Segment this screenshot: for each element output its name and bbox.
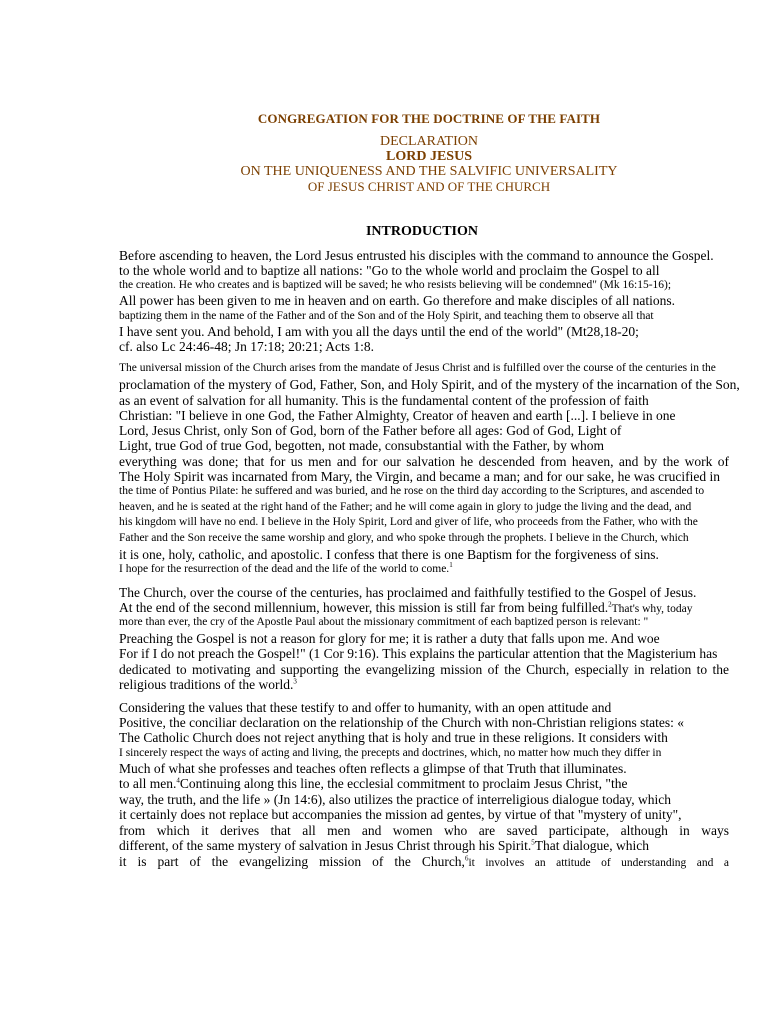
text-line: Lord, Jesus Christ, only Son of God, born of the Father before all ages: God of God, Light of <box>119 423 622 438</box>
text-line: All power has been given to me in heaven and on earth. Go therefore and make disciples of all nations. <box>119 293 675 308</box>
text-line: as an event of salvation for all humanity. This is the fundamental content of the profession of faith <box>119 393 649 408</box>
text-line: to the whole world and to baptize all nations: "Go to the whole world and proclaim the Gospel to all <box>119 263 660 278</box>
text-line: his kingdom will have no end. I believe in the Holy Spirit, Lord and giver of life, who proceeds from the Father, who with the <box>119 516 698 528</box>
text-line: it certainly does not replace but accompanies the mission ad gentes, by virtue of that "mystery of unity", <box>119 807 682 822</box>
text-line: proclamation of the mystery of God, Father, Son, and Holy Spirit, and of the mystery of the incarnation of the Son, <box>119 377 740 392</box>
document-subtitle-2: OF JESUS CHRIST AND OF THE CHURCH <box>307 179 551 194</box>
text-line: to all men.$^4$Continuing along this line, the ecclesial commitment to proclaim Jesus Christ, "the <box>119 776 628 791</box>
text-line: everything was done; that for us men and for our salvation he descended from heaven, and by the work of <box>119 454 729 469</box>
document-title: LORD JESUS <box>386 149 472 164</box>
document-subtitle-1: ON THE UNIQUENESS AND THE SALVIFIC UNIVERSALITY <box>240 164 618 179</box>
text-line: way, the truth, and the life » (Jn 14:6), also utilizes the practice of interreligious dialogue today, which <box>119 792 671 807</box>
text-line: the creation. He who creates and is baptized will be saved; he who resists believing will be condemned" (Mk 16:15-16); <box>119 279 672 291</box>
footnote-ref[interactable]: 5 <box>531 838 535 847</box>
text-line: it is one, holy, catholic, and apostolic. I confess that there is one Baptism for the forgiveness of sins. <box>119 547 659 562</box>
text-line: The Church, over the course of the centuries, has proclaimed and faithfully testified to the Gospel of Jesus. <box>119 585 697 600</box>
footnote-ref[interactable]: 1 <box>449 561 453 570</box>
text-line: Preaching the Gospel is not a reason for glory for me; it is rather a duty that falls upon me. And woe <box>119 631 660 646</box>
text-line: The universal mission of the Church arises from the mandate of Jesus Christ and is fulfilled over the course of the centuries in the <box>119 362 716 374</box>
declaration-label: DECLARATION <box>380 134 478 149</box>
section-heading: INTRODUCTION <box>365 224 478 239</box>
footnote-ref[interactable]: 2 <box>608 600 612 609</box>
text-line: The Holy Spirit was incarnated from Mary, the Virgin, and became a man; and for our sake, he was crucified in <box>119 469 720 484</box>
text-line: I have sent you. And behold, I am with you all the days until the end of the world" (Mt28,18-20; <box>119 324 639 339</box>
text-line: I sincerely respect the ways of acting and living, the precepts and doctrines, which, no matter how much they differ in <box>119 747 662 759</box>
text-line: dedicated to motivating and supporting the evangelizing mission of the Church, especially in relation to the <box>119 662 729 677</box>
text-line: Much of what she professes and teaches often reflects a glimpse of that Truth that illuminates. <box>119 761 627 776</box>
text-line: different, of the same mystery of salvation in Jesus Christ through his Spirit.$^5$That dialogue, which <box>119 838 650 853</box>
text-line: I hope for the resurrection of the dead and the life of the world to come.$^1$ <box>119 561 453 575</box>
text-line: Light, true God of true God, begotten, not made, consubstantial with the Father, by whom <box>119 438 604 453</box>
footnote-ref[interactable]: 4 <box>176 776 180 785</box>
footnote-ref[interactable]: 3 <box>293 677 297 686</box>
text-line: more than ever, the cry of the Apostle Paul about the missionary commitment of each baptized person is relevant: " <box>119 616 649 628</box>
text-line: Christian: "I believe in one God, the Father Almighty, Creator of heaven and earth [...]. I believe in one <box>119 408 676 423</box>
text-line: Considering the values that these testify to and offer to humanity, with an open attitude and <box>119 700 612 715</box>
text-line: Father and the Son receive the same worship and glory, and who spoke through the prophets. I believe in the Church, which <box>119 532 689 544</box>
text-line: Before ascending to heaven, the Lord Jesus entrusted his disciples with the command to announce the Gospel. <box>119 248 714 263</box>
text-line: The Catholic Church does not reject anything that is holy and true in these religions. It considers with <box>119 730 668 745</box>
text-line: Positive, the conciliar declaration on the relationship of the Church with non-Christian religions states: « <box>119 715 685 730</box>
text-line: the time of Pontius Pilate: he suffered and was buried, and he rose on the third day according to the Scriptures, and ascended to <box>119 485 705 497</box>
text-line: baptizing them in the name of the Father and of the Son and of the Holy Spirit, and teaching them to observe all that <box>119 310 654 322</box>
footnote-ref[interactable]: 6 <box>464 854 469 863</box>
text-line: religious traditions of the world.$^3$ <box>119 677 297 692</box>
text-line: At the end of the second millennium, however, this mission is still far from being fulfilled.$^2$That's why, today <box>119 600 693 615</box>
text-line: For if I do not preach the Gospel!" (1 Cor 9:16). This explains the particular attention that the Magisterium has <box>119 646 718 661</box>
text-line: from which it derives that all men and women who are saved participate, although in ways <box>119 823 729 838</box>
text-line: heaven, and he is seated at the right hand of the Father; and he will come again in glory to judge the living and the dead, and <box>119 501 692 513</box>
text-line: cf. also Lc 24:46-48; Jn 17:18; 20:21; Acts 1:8. <box>119 339 374 354</box>
text-line: it is part of the evangelizing mission of the Church,$^6$it involves an attitude of understanding and a <box>119 854 729 869</box>
congregation-title: CONGREGATION FOR THE DOCTRINE OF THE FAITH <box>257 111 601 126</box>
